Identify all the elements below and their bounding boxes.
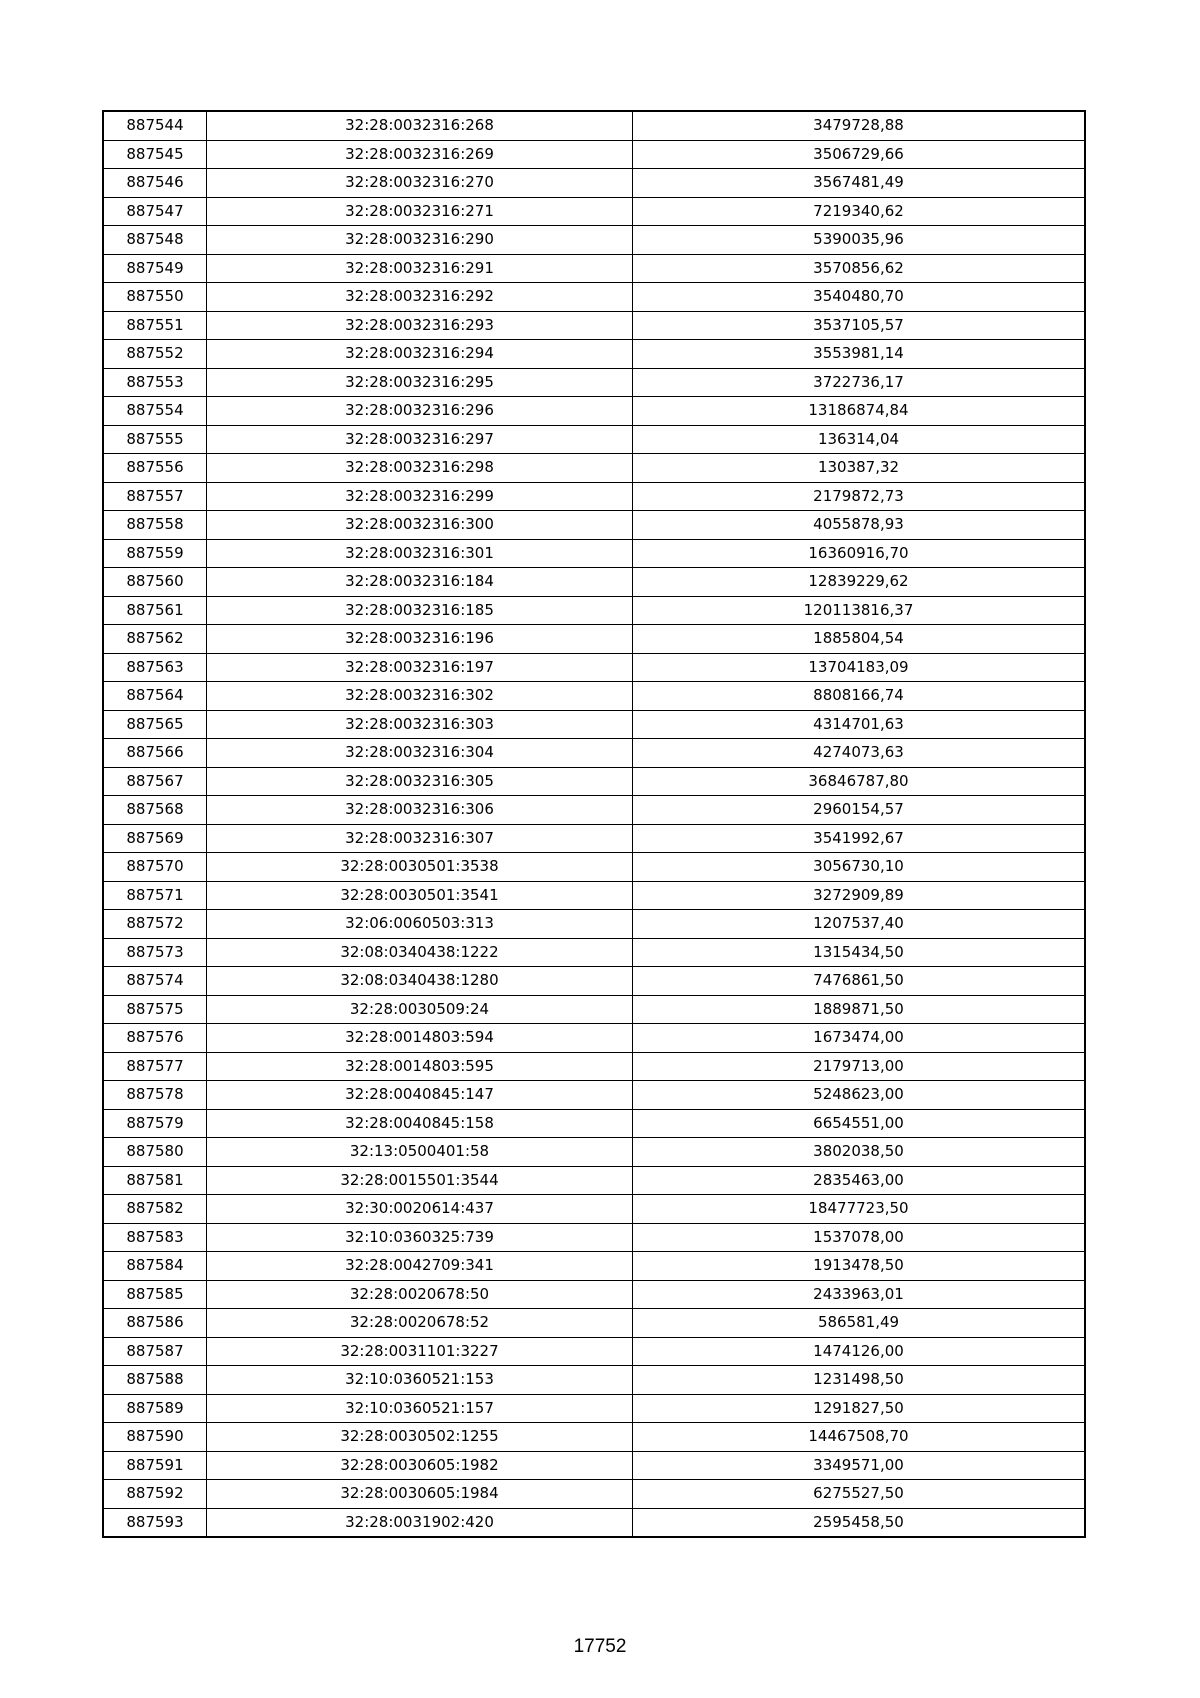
row-number-cell: 887559 — [103, 539, 207, 568]
table-row — [103, 1195, 1085, 1224]
row-number-cell: 887581 — [103, 1166, 207, 1195]
value-cell: 3722736,17 — [633, 368, 1086, 397]
cadastral-number-cell: 32:08:0340438:1280 — [207, 967, 633, 996]
cadastral-number-cell: 32:28:0014803:595 — [207, 1052, 633, 1081]
value-cell: 3537105,57 — [633, 311, 1086, 340]
value-cell: 3506729,66 — [633, 140, 1086, 169]
row-number-cell: 887568 — [103, 796, 207, 825]
row-number-cell: 887561 — [103, 596, 207, 625]
cadastral-number-cell: 32:28:0032316:297 — [207, 425, 633, 454]
cadastral-number-cell: 32:28:0032316:291 — [207, 254, 633, 283]
cadastral-number-cell: 32:28:0020678:52 — [207, 1309, 633, 1338]
cadastral-number-cell: 32:28:0031902:420 — [207, 1508, 633, 1537]
cadastral-number-cell: 32:28:0032316:290 — [207, 226, 633, 255]
row-number-cell: 887547 — [103, 197, 207, 226]
table-row — [103, 539, 1085, 568]
table-row — [103, 710, 1085, 739]
row-number-cell: 887592 — [103, 1480, 207, 1509]
row-number-cell: 887552 — [103, 340, 207, 369]
cadastral-number-cell: 32:28:0032316:296 — [207, 397, 633, 426]
cadastral-number-cell: 32:28:0040845:147 — [207, 1081, 633, 1110]
cadastral-number-cell: 32:28:0032316:305 — [207, 767, 633, 796]
row-number-cell: 887587 — [103, 1337, 207, 1366]
table-row — [103, 1366, 1085, 1395]
table-row — [103, 283, 1085, 312]
cadastral-number-cell: 32:28:0030501:3541 — [207, 881, 633, 910]
row-number-cell: 887591 — [103, 1451, 207, 1480]
table-row — [103, 1052, 1085, 1081]
row-number-cell: 887575 — [103, 995, 207, 1024]
value-cell: 120113816,37 — [633, 596, 1086, 625]
table-row — [103, 596, 1085, 625]
table-row — [103, 425, 1085, 454]
table-row — [103, 1480, 1085, 1509]
value-cell: 3272909,89 — [633, 881, 1086, 910]
value-cell: 5248623,00 — [633, 1081, 1086, 1110]
table-row — [103, 682, 1085, 711]
table-row — [103, 1024, 1085, 1053]
cadastral-number-cell: 32:28:0032316:197 — [207, 653, 633, 682]
cadastral-number-cell: 32:06:0060503:313 — [207, 910, 633, 939]
value-cell: 36846787,80 — [633, 767, 1086, 796]
value-cell: 4314701,63 — [633, 710, 1086, 739]
row-number-cell: 887572 — [103, 910, 207, 939]
table-row — [103, 824, 1085, 853]
table-row — [103, 1394, 1085, 1423]
value-cell: 1673474,00 — [633, 1024, 1086, 1053]
cadastral-number-cell: 32:28:0014803:594 — [207, 1024, 633, 1053]
row-number-cell: 887549 — [103, 254, 207, 283]
cadastral-number-cell: 32:28:0032316:299 — [207, 482, 633, 511]
row-number-cell: 887550 — [103, 283, 207, 312]
value-cell: 6275527,50 — [633, 1480, 1086, 1509]
value-cell: 7476861,50 — [633, 967, 1086, 996]
row-number-cell: 887564 — [103, 682, 207, 711]
value-cell: 3056730,10 — [633, 853, 1086, 882]
row-number-cell: 887585 — [103, 1280, 207, 1309]
table-row — [103, 254, 1085, 283]
value-cell: 1291827,50 — [633, 1394, 1086, 1423]
row-number-cell: 887574 — [103, 967, 207, 996]
table-row — [103, 625, 1085, 654]
value-cell: 2960154,57 — [633, 796, 1086, 825]
cadastral-number-cell: 32:13:0500401:58 — [207, 1138, 633, 1167]
cadastral-number-cell: 32:28:0032316:271 — [207, 197, 633, 226]
row-number-cell: 887582 — [103, 1195, 207, 1224]
value-cell: 13186874,84 — [633, 397, 1086, 426]
table-row — [103, 995, 1085, 1024]
cadastral-number-cell: 32:28:0032316:303 — [207, 710, 633, 739]
table-row — [103, 1081, 1085, 1110]
row-number-cell: 887553 — [103, 368, 207, 397]
value-cell: 3540480,70 — [633, 283, 1086, 312]
row-number-cell: 887571 — [103, 881, 207, 910]
value-cell: 2179713,00 — [633, 1052, 1086, 1081]
row-number-cell: 887576 — [103, 1024, 207, 1053]
table-row — [103, 511, 1085, 540]
cadastral-number-cell: 32:28:0032316:268 — [207, 111, 633, 140]
cadastral-number-cell: 32:08:0340438:1222 — [207, 938, 633, 967]
cadastral-number-cell: 32:10:0360325:739 — [207, 1223, 633, 1252]
table-row — [103, 111, 1085, 140]
table-row — [103, 853, 1085, 882]
row-number-cell: 887583 — [103, 1223, 207, 1252]
cadastral-number-cell: 32:28:0032316:269 — [207, 140, 633, 169]
value-cell: 3349571,00 — [633, 1451, 1086, 1480]
value-cell: 3541992,67 — [633, 824, 1086, 853]
row-number-cell: 887577 — [103, 1052, 207, 1081]
row-number-cell: 887546 — [103, 169, 207, 198]
value-cell: 18477723,50 — [633, 1195, 1086, 1224]
row-number-cell: 887567 — [103, 767, 207, 796]
table-row — [103, 482, 1085, 511]
value-cell: 4274073,63 — [633, 739, 1086, 768]
cadastral-number-cell: 32:10:0360521:153 — [207, 1366, 633, 1395]
value-cell: 2835463,00 — [633, 1166, 1086, 1195]
cadastral-number-cell: 32:28:0030509:24 — [207, 995, 633, 1024]
page-number: 17752 — [573, 1636, 627, 1657]
row-number-cell: 887555 — [103, 425, 207, 454]
value-cell: 1315434,50 — [633, 938, 1086, 967]
value-cell: 2433963,01 — [633, 1280, 1086, 1309]
row-number-cell: 887560 — [103, 568, 207, 597]
cadastral-number-cell: 32:28:0032316:304 — [207, 739, 633, 768]
cadastral-number-cell: 32:28:0032316:302 — [207, 682, 633, 711]
row-number-cell: 887558 — [103, 511, 207, 540]
table-row — [103, 796, 1085, 825]
table-row — [103, 1337, 1085, 1366]
cadastral-number-cell: 32:28:0032316:294 — [207, 340, 633, 369]
value-cell: 4055878,93 — [633, 511, 1086, 540]
row-number-cell: 887545 — [103, 140, 207, 169]
row-number-cell: 887554 — [103, 397, 207, 426]
table-row — [103, 910, 1085, 939]
table-body — [103, 111, 1085, 1537]
row-number-cell: 887563 — [103, 653, 207, 682]
value-cell: 1885804,54 — [633, 625, 1086, 654]
value-cell: 8808166,74 — [633, 682, 1086, 711]
table-row — [103, 967, 1085, 996]
table-row — [103, 169, 1085, 198]
table-row — [103, 1252, 1085, 1281]
value-cell: 16360916,70 — [633, 539, 1086, 568]
table-row — [103, 197, 1085, 226]
table-row — [103, 881, 1085, 910]
value-cell: 3553981,14 — [633, 340, 1086, 369]
cadastral-number-cell: 32:28:0015501:3544 — [207, 1166, 633, 1195]
table-row — [103, 311, 1085, 340]
table-row — [103, 739, 1085, 768]
value-cell: 3479728,88 — [633, 111, 1086, 140]
cadastral-number-cell: 32:28:0032316:185 — [207, 596, 633, 625]
table-row — [103, 1508, 1085, 1537]
value-cell: 1474126,00 — [633, 1337, 1086, 1366]
table-row — [103, 938, 1085, 967]
row-number-cell: 887584 — [103, 1252, 207, 1281]
value-cell: 130387,32 — [633, 454, 1086, 483]
table-row — [103, 1309, 1085, 1338]
value-cell: 3570856,62 — [633, 254, 1086, 283]
table-row — [103, 397, 1085, 426]
row-number-cell: 887580 — [103, 1138, 207, 1167]
row-number-cell: 887548 — [103, 226, 207, 255]
table-row — [103, 454, 1085, 483]
table-row — [103, 1138, 1085, 1167]
cadastral-number-cell: 32:28:0040845:158 — [207, 1109, 633, 1138]
table-row — [103, 1280, 1085, 1309]
table-row — [103, 1223, 1085, 1252]
table-row — [103, 653, 1085, 682]
cadastral-number-cell: 32:28:0032316:295 — [207, 368, 633, 397]
cadastral-number-cell: 32:28:0030501:3538 — [207, 853, 633, 882]
value-cell: 136314,04 — [633, 425, 1086, 454]
cadastral-number-cell: 32:28:0032316:300 — [207, 511, 633, 540]
table-row — [103, 568, 1085, 597]
row-number-cell: 887589 — [103, 1394, 207, 1423]
cadastral-number-cell: 32:28:0030502:1255 — [207, 1423, 633, 1452]
value-cell: 1231498,50 — [633, 1366, 1086, 1395]
cadastral-number-cell: 32:28:0031101:3227 — [207, 1337, 633, 1366]
cadastral-number-cell: 32:28:0032316:306 — [207, 796, 633, 825]
cadastral-number-cell: 32:28:0032316:292 — [207, 283, 633, 312]
value-cell: 6654551,00 — [633, 1109, 1086, 1138]
cadastral-number-cell: 32:28:0032316:270 — [207, 169, 633, 198]
value-cell: 586581,49 — [633, 1309, 1086, 1338]
row-number-cell: 887570 — [103, 853, 207, 882]
value-cell: 1537078,00 — [633, 1223, 1086, 1252]
table-row — [103, 368, 1085, 397]
cadastral-number-cell: 32:28:0030605:1984 — [207, 1480, 633, 1509]
cadastral-number-cell: 32:10:0360521:157 — [207, 1394, 633, 1423]
cadastral-number-cell: 32:28:0032316:184 — [207, 568, 633, 597]
row-number-cell: 887586 — [103, 1309, 207, 1338]
value-cell: 12839229,62 — [633, 568, 1086, 597]
value-cell: 2595458,50 — [633, 1508, 1086, 1537]
value-cell: 1207537,40 — [633, 910, 1086, 939]
value-cell: 3802038,50 — [633, 1138, 1086, 1167]
value-cell: 1913478,50 — [633, 1252, 1086, 1281]
table-row — [103, 767, 1085, 796]
row-number-cell: 887573 — [103, 938, 207, 967]
row-number-cell: 887578 — [103, 1081, 207, 1110]
cadastral-number-cell: 32:30:0020614:437 — [207, 1195, 633, 1224]
value-cell: 1889871,50 — [633, 995, 1086, 1024]
row-number-cell: 887556 — [103, 454, 207, 483]
table-row — [103, 140, 1085, 169]
value-cell: 5390035,96 — [633, 226, 1086, 255]
value-cell: 2179872,73 — [633, 482, 1086, 511]
table-row — [103, 1451, 1085, 1480]
cadastral-number-cell: 32:28:0030605:1982 — [207, 1451, 633, 1480]
table-row — [103, 1109, 1085, 1138]
row-number-cell: 887551 — [103, 311, 207, 340]
row-number-cell: 887566 — [103, 739, 207, 768]
cadastral-number-cell: 32:28:0032316:196 — [207, 625, 633, 654]
row-number-cell: 887565 — [103, 710, 207, 739]
row-number-cell: 887588 — [103, 1366, 207, 1395]
value-cell: 3567481,49 — [633, 169, 1086, 198]
table-row — [103, 340, 1085, 369]
cadastral-number-cell: 32:28:0032316:298 — [207, 454, 633, 483]
row-number-cell: 887569 — [103, 824, 207, 853]
cadastral-number-cell: 32:28:0020678:50 — [207, 1280, 633, 1309]
table-row — [103, 1166, 1085, 1195]
table-row — [103, 1423, 1085, 1452]
row-number-cell: 887593 — [103, 1508, 207, 1537]
cadastral-number-cell: 32:28:0042709:341 — [207, 1252, 633, 1281]
value-cell: 13704183,09 — [633, 653, 1086, 682]
row-number-cell: 887557 — [103, 482, 207, 511]
row-number-cell: 887590 — [103, 1423, 207, 1452]
cadastral-number-cell: 32:28:0032316:301 — [207, 539, 633, 568]
row-number-cell: 887579 — [103, 1109, 207, 1138]
row-number-cell: 887562 — [103, 625, 207, 654]
table-row — [103, 226, 1085, 255]
row-number-cell: 887544 — [103, 111, 207, 140]
value-cell: 14467508,70 — [633, 1423, 1086, 1452]
cadastral-number-cell: 32:28:0032316:293 — [207, 311, 633, 340]
data-table — [102, 110, 1086, 1538]
cadastral-number-cell: 32:28:0032316:307 — [207, 824, 633, 853]
value-cell: 7219340,62 — [633, 197, 1086, 226]
